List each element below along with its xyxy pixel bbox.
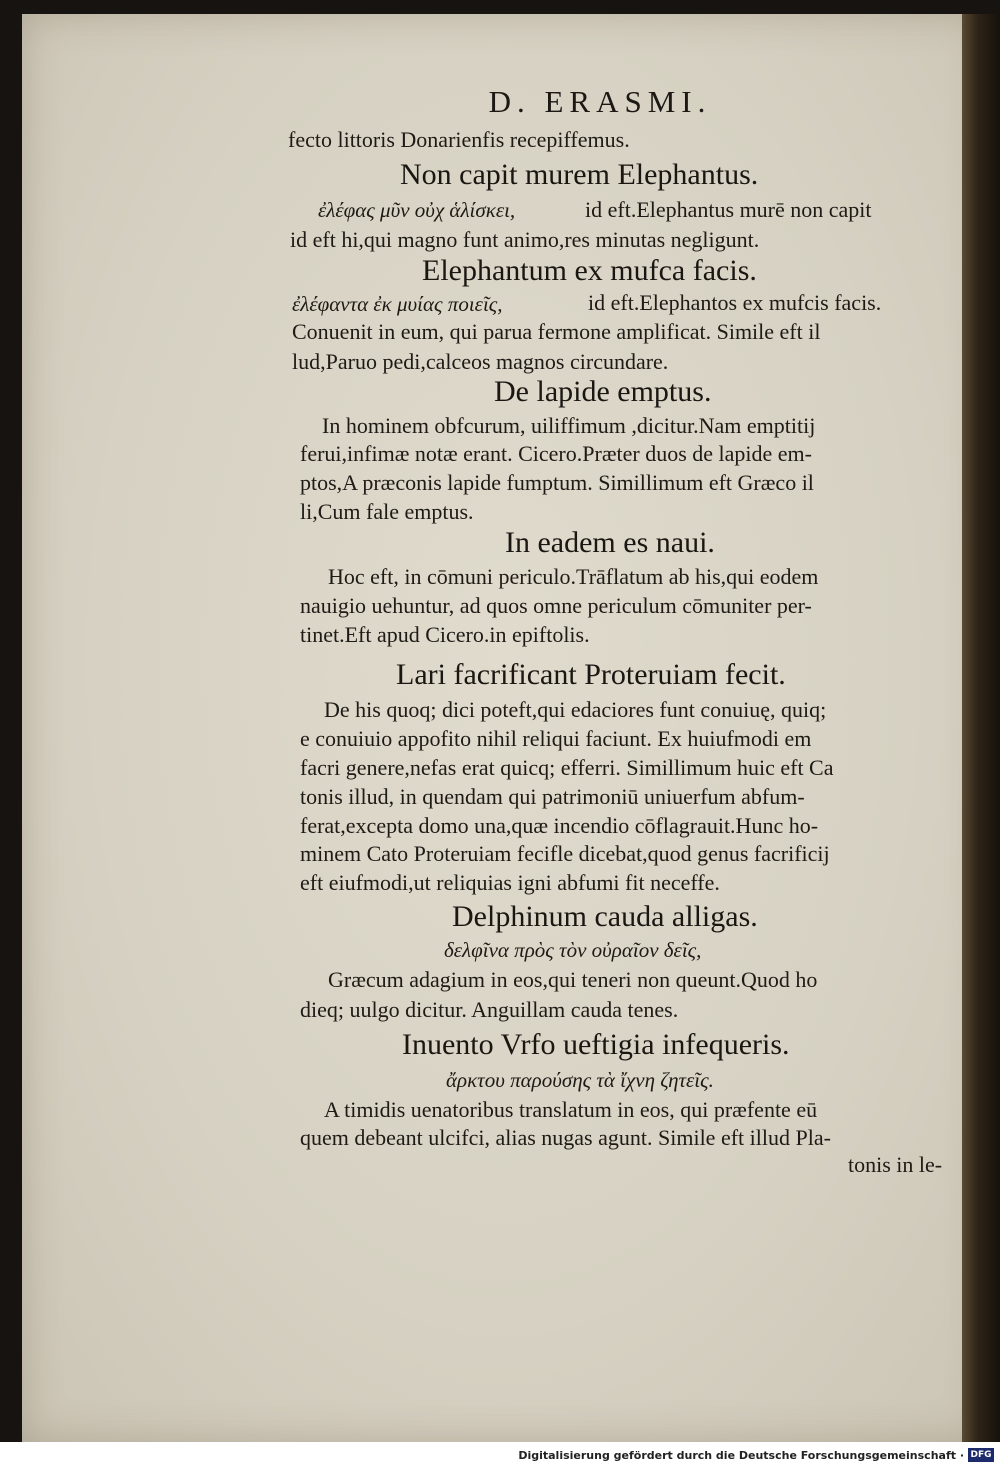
text-line: Græcum adagium in eos,qui teneri non queunt.Quod ho <box>328 967 818 992</box>
text-line: minem Cato Proteruiam fecifle dicebat,quod genus facrificij <box>300 841 830 866</box>
text-line: quem debeant ulcifci, alias nugas agunt. Simile eft illud Pla- <box>300 1125 831 1150</box>
adage-heading: De lapide emptus. <box>494 375 712 408</box>
running-head: D. ERASMI. <box>488 84 712 119</box>
page-gutter-edge <box>962 14 1000 1442</box>
text-line: ferui,infimæ notæ erant. Cicero.Præter duos de lapide em- <box>300 441 812 466</box>
greek-text: ἐλέφας μῦν οὐχ ἁλίσκει, <box>318 198 516 222</box>
digitization-footer <box>0 1442 1000 1468</box>
text-line: facri genere,nefas erat quicq; efferri. Simillimum huic eft Ca <box>300 755 834 780</box>
text-line: ferat,excepta domo una,quæ incendio cōflagrauit.Hunc ho- <box>300 813 819 838</box>
text-line: id eft.Elephantus murē non capit <box>585 197 872 222</box>
adage-heading: In eadem es naui. <box>505 526 715 559</box>
text-line: fecto littoris Donarienfis recepiffemus. <box>288 127 630 152</box>
text-line: A timidis uenatoribus translatum in eos, qui præfente eū <box>324 1097 818 1122</box>
greek-text: ἄρκτου παρούσης τὰ ἴχνη ζητεῖς. <box>446 1068 714 1092</box>
text-line: li,Cum fale emptus. <box>300 499 474 524</box>
text-line: lud,Paruo pedi,calceos magnos circundare. <box>292 349 669 374</box>
greek-text: δελφῖνα πρὸς τὸν οὐραῖον δεῖς, <box>444 938 702 962</box>
adage-heading: Non capit murem Elephantus. <box>400 158 759 191</box>
adage-heading: Inuento Vrfo ueftigia infequeris. <box>402 1028 790 1061</box>
adage-heading: Elephantum ex mufca facis. <box>422 254 757 287</box>
text-line: dieq; uulgo dicitur. Anguillam cauda tenes. <box>300 997 679 1022</box>
adage-heading: Delphinum cauda alligas. <box>452 900 758 933</box>
text-line: id eft.Elephantos ex mufcis facis. <box>588 290 882 315</box>
text-line: id eft hi,qui magno funt animo,res minutas negligunt. <box>290 227 760 252</box>
text-line: Hoc eft, in cōmuni periculo.Trāflatum ab his,qui eodem <box>328 564 819 589</box>
text-line: tonis illud, in quendam qui patrimoniū uniuerfum abfum- <box>300 784 805 809</box>
text-line: nauigio uehuntur, ad quos omne periculum cōmuniter per- <box>300 593 812 618</box>
dfg-logo: DFG <box>968 1448 994 1462</box>
text-line: tinet.Eft apud Cicero.in epiftolis. <box>300 622 590 647</box>
greek-text: ἐλέφαντα ἐκ μυίας ποιεῖς, <box>292 292 503 316</box>
adage-heading: Lari facrificant Proteruiam fecit. <box>396 658 786 691</box>
text-line: ptos,A præconis lapide fumptum. Simillimum eft Græco il <box>300 470 814 495</box>
text-line: tonis in le- <box>848 1152 943 1177</box>
text-line: De his quoq; dici poteft,qui edaciores funt conuiuę, quiq; <box>324 697 827 722</box>
text-line: eft eiufmodi,ut reliquias igni abfumi fit neceffe. <box>300 870 720 895</box>
text-line: In hominem obfcurum, uiliffimum ,dicitur.Nam emptitij <box>322 413 816 438</box>
footer-credit: Digitalisierung gefördert durch die Deutsche Forschungsgemeinschaft · <box>518 1449 964 1462</box>
text-line: Conuenit in eum, qui parua fermone amplificat. Simile eft il <box>292 319 821 344</box>
text-line: e conuiuio appofito nihil reliqui faciunt. Ex huiufmodi em <box>300 726 812 751</box>
